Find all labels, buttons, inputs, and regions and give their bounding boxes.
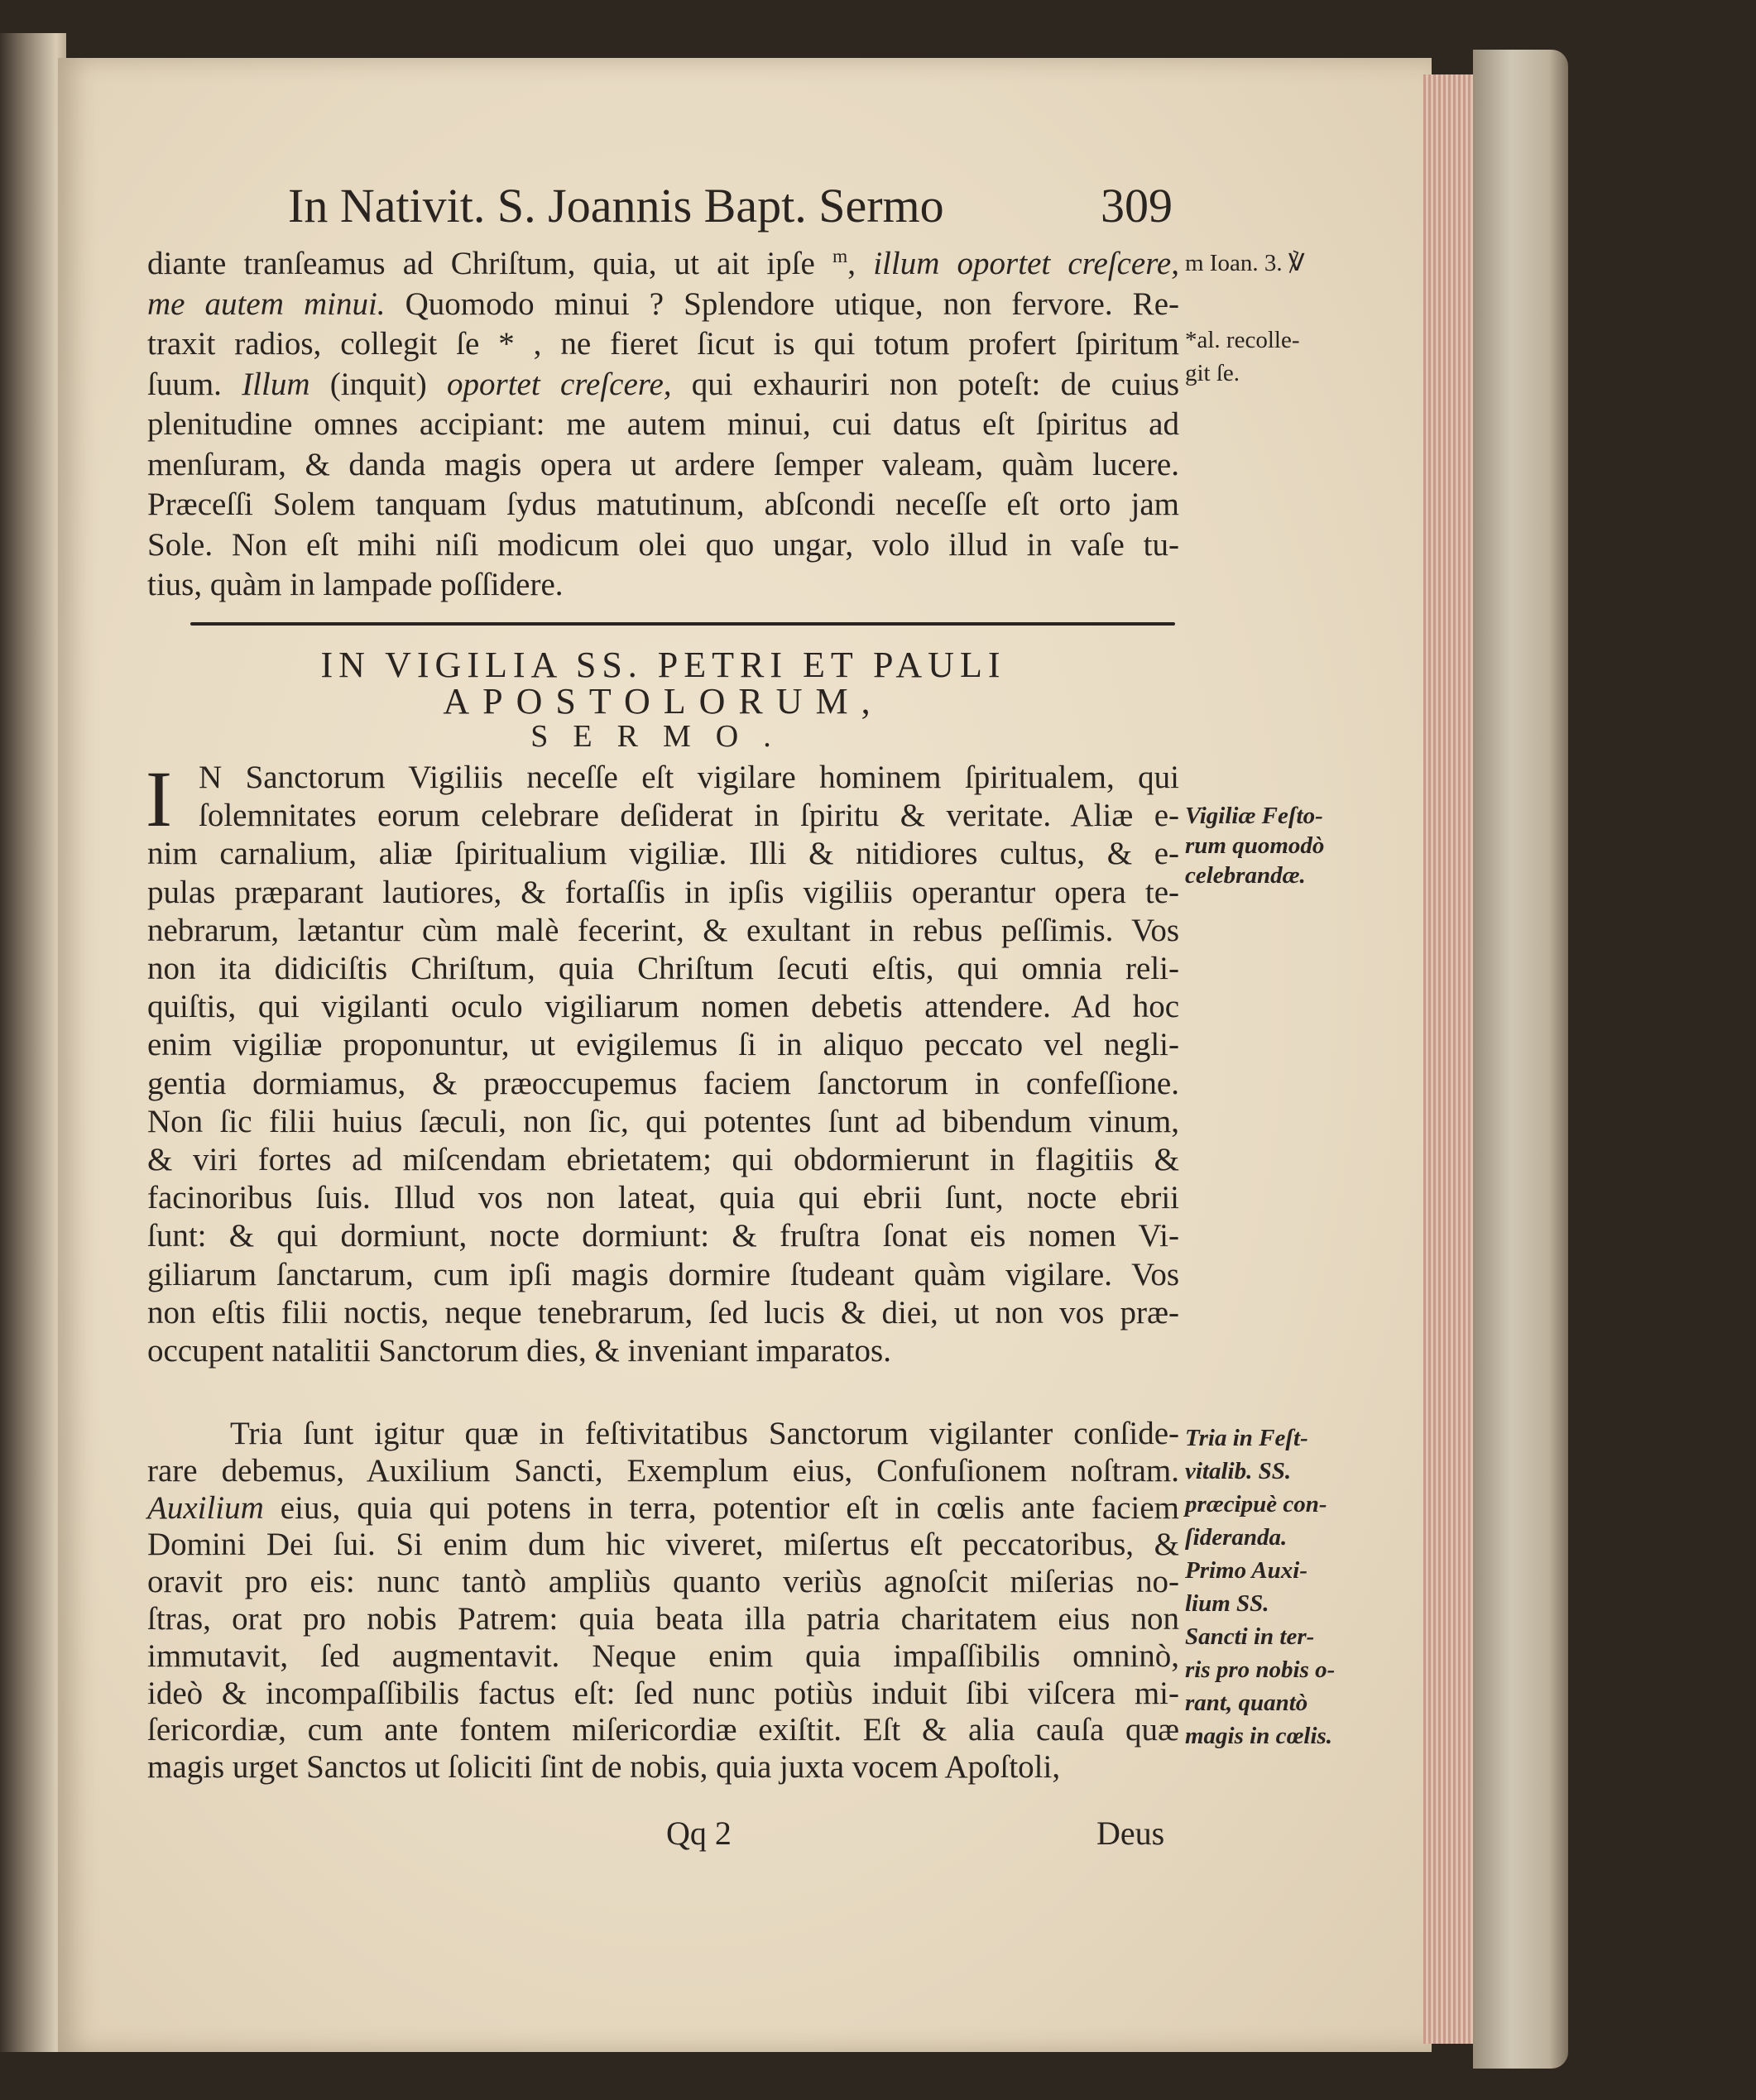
italic-text: me autem minui. [147, 285, 386, 322]
text-line [147, 912, 1179, 949]
text: ſuum. [147, 366, 242, 402]
text-line [147, 1141, 1179, 1178]
section-title-line-1: IN VIGILIA SS. PETRI ET PAULI [320, 645, 1006, 685]
text: tius, quàm in lampade poſſidere. [147, 567, 564, 602]
text-line [147, 1065, 1179, 1102]
italic-text: Illum [242, 366, 310, 402]
text: diante tranſeamus ad Chriſtum, quia, ut ait ipſe [147, 246, 833, 281]
margin-note-line: git ſe. [1185, 360, 1240, 386]
margin-note-line: Primo Auxi- [1185, 1557, 1307, 1584]
text: gentia dormiamus, & præoccupemus faciem ſanctorum in confeſſione. [147, 1065, 1179, 1101]
text-line [147, 988, 1179, 1025]
drop-cap: I [146, 755, 172, 843]
margin-note-line: vitalib. SS. [1185, 1458, 1292, 1484]
text-line [147, 526, 1179, 563]
text-line [147, 405, 1179, 443]
text-line [147, 1217, 1179, 1254]
text: non eſtis filii noctis, neque tenebrarum, ſed lucis & diei, ut non vos præ- [147, 1294, 1179, 1330]
italic-text: oportet creſcere, [447, 366, 672, 402]
text: ſericordiæ, cum ante fontem miſericordiæ exiſtit. Eſt & alia cauſa quæ [147, 1712, 1179, 1748]
margin-note-line: lium SS. [1185, 1590, 1269, 1617]
text-line [147, 486, 1179, 523]
text-line [147, 1563, 1179, 1600]
text: Non ſic filii huius ſæculi, non ſic, qui potentes ſunt ad bibendum vinum, [147, 1103, 1179, 1139]
text: magis urget Sanctos ut ſoliciti ſint de nobis, quia juxta vocem Apoſtoli, [147, 1749, 1061, 1786]
text-line [147, 950, 1179, 987]
text: pulas præparant lautiores, & fortaſſis in ipſis vigiliis operantur opera te- [147, 874, 1179, 910]
margin-note-line: magis in cœlis. [1185, 1723, 1333, 1749]
text: qui exhauriri non poteſt: de cuius [671, 366, 1179, 402]
text: ſunt: & qui dormiunt, nocte dormiunt: & fruſtra ſonat eis nomen Vi- [147, 1218, 1179, 1254]
text-line [147, 245, 1179, 282]
text: & viri fortes ad miſcendam ebrietatem; qui obdormierunt in flagitiis & [147, 1142, 1179, 1177]
catchword: Deus [1096, 1815, 1165, 1852]
text: (inquit) [309, 366, 448, 402]
section-title-line-2: APOSTOLORUM, [443, 681, 884, 722]
page-edges [1423, 74, 1473, 2044]
text-line [147, 1452, 1179, 1489]
margin-note-line: Sancti in ter- [1185, 1623, 1315, 1650]
book-cover-edge [1473, 50, 1568, 2069]
text: menſuram, & danda magis opera ut ardere ſemper valeam, quàm lucere. [147, 446, 1179, 482]
text-line [147, 1026, 1179, 1063]
text-line [230, 1415, 1179, 1452]
text-line [199, 759, 1179, 796]
text-line [147, 1179, 1179, 1216]
margin-note-line: rum quomodò [1185, 832, 1325, 859]
text-line [147, 1294, 1179, 1331]
text: N Sanctorum Vigiliis neceſſe eſt vigilare hominem ſpiritualem, qui [199, 760, 1179, 795]
margin-note-line: *al. recolle- [1185, 327, 1300, 353]
text: immutavit, ſed augmentavit. Neque enim quia impaſſibilis omninò, [147, 1637, 1179, 1674]
text: ſolemnitates eorum celebrare deſiderat in ſpiritu & veritate. Aliæ e- [199, 798, 1179, 834]
text-line [147, 366, 1179, 403]
text-line [147, 1332, 1179, 1369]
italic-text: Auxilium [147, 1489, 264, 1526]
signature-mark: Qq 2 [666, 1815, 732, 1852]
text-line [147, 285, 1179, 323]
text: rare debemus, Auxilium Sancti, Exemplum eius, Confuſionem noſtram. [147, 1452, 1179, 1489]
text-line [147, 1711, 1179, 1748]
text: Quomodo minui ? Splendore utique, non fervore. Re- [385, 285, 1179, 322]
text-line [147, 325, 1179, 362]
text: Sole. Non eſt mihi niſi modicum olei quo ungar, volo illud in vaſe tu- [147, 526, 1179, 563]
text-line [147, 446, 1179, 483]
text: plenitudine omnes accipiant: me autem minui, cui datus eſt ſpiritus ad [147, 406, 1179, 442]
text-line [147, 874, 1179, 911]
text: eius, quia qui potens in terra, potentior eſt in cœlis ante faciem [263, 1489, 1179, 1526]
text: , [847, 246, 874, 281]
text: giliarum ſanctarum, cum ipſi magis dormire ſtudeant quàm vigilare. Vos [147, 1256, 1179, 1292]
text-line [147, 1526, 1179, 1563]
margin-note-line: ris pro nobis o- [1185, 1657, 1336, 1683]
text: nim carnalium, aliæ ſpiritualium vigiliæ. Illi & nitidiores cultus, & e- [147, 836, 1179, 872]
text-line [147, 1103, 1179, 1140]
text: ideò & incompaſſibilis factus eſt: ſed nunc potiùs induit ſibi viſcera mi- [147, 1675, 1179, 1711]
running-head-title: In Nativit. S. Joannis Bapt. Sermo [288, 179, 944, 233]
text: traxit radios, collegit ſe * , ne fieret ſicut is qui totum profert ſpiritum [147, 326, 1179, 362]
text-line [147, 1600, 1179, 1637]
margin-note-line: ſideranda. [1185, 1524, 1288, 1551]
text-line [147, 1489, 1179, 1527]
margin-note-line: Vigiliæ Feſto- [1185, 803, 1323, 829]
margin-note-line: rant, quantò [1185, 1690, 1308, 1716]
text: ſtras, orat pro nobis Patrem: quia beata illa patria charitatem eius non [147, 1601, 1179, 1637]
text: occupent natalitii Sanctorum dies, & inveniant imparatos. [147, 1333, 891, 1369]
margin-note-line: præcipuè con- [1185, 1491, 1327, 1517]
text: quiſtis, qui vigilanti oculo vigiliarum nomen debetis attendere. Ad hoc [147, 989, 1179, 1025]
text: facinoribus ſuis. Illud vos non lateat, quia qui ebrii ſunt, nocte ebrii [147, 1180, 1179, 1216]
italic-text: illum oportet creſcere, [873, 246, 1179, 281]
text: Tria ſunt igitur quæ in feſtivitatibus Sanctorum vigilanter conſide- [230, 1416, 1179, 1451]
text: nebrarum, lætantur cùm malè fecerint, & exultant in rebus peſſimis. Vos [147, 912, 1179, 948]
page-number: 309 [1101, 179, 1173, 233]
footnote-marker: m [832, 246, 848, 267]
margin-note-line: celebrandæ. [1185, 862, 1306, 889]
text-line [147, 835, 1179, 872]
text-line [147, 1637, 1179, 1675]
text-line [147, 566, 1179, 603]
section-rule [190, 622, 1175, 626]
section-title-line-3: SERMO. [530, 719, 796, 754]
text: oravit pro eis: nunc tantò ampliùs quanto veriùs agnoſcit miſerias no- [147, 1564, 1179, 1600]
margin-reference: m Ioan. 3. ℣ [1185, 250, 1305, 276]
text-line [199, 797, 1179, 834]
text: Præceſſi Solem tanquam ſydus matutinum, abſcondi neceſſe eſt orto jam [147, 487, 1179, 522]
text: non ita didiciſtis Chriſtum, quia Chriſtum ſecuti eſtis, qui omnia reli- [147, 951, 1179, 986]
facing-page-edge [0, 33, 66, 2052]
text: Domini Dei ſui. Si enim dum hic viveret, miſertus eſt peccatoribus, & [147, 1527, 1179, 1563]
margin-note-line: Tria in Feſt- [1185, 1425, 1308, 1451]
text-line [147, 1675, 1179, 1712]
text-line [147, 1256, 1179, 1293]
text: enim vigiliæ proponuntur, ut evigilemus ſi in aliquo peccato vel negli- [147, 1027, 1179, 1063]
text-line [147, 1748, 1179, 1786]
